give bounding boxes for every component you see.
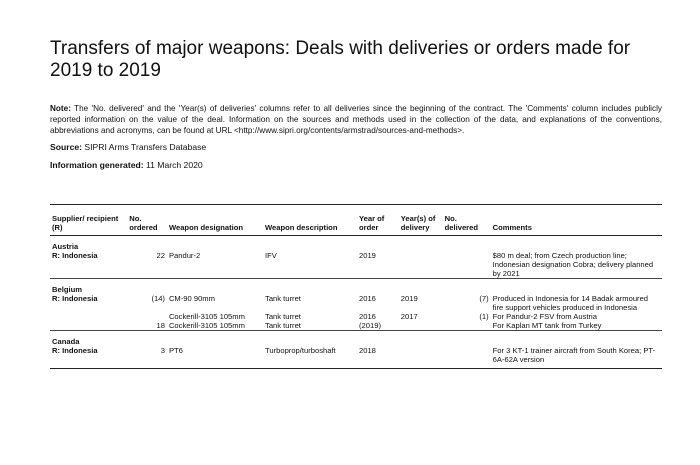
source-line (50, 142, 662, 152)
generated-value: 11 March 2020 (145, 160, 203, 170)
cell-weapon-description: Tank turret (265, 312, 301, 321)
cell-no-delivered (443, 251, 491, 279)
cell-year-of-delivery (399, 251, 443, 279)
cell-year-of-order: 2016 (359, 312, 376, 321)
cell-comments: For Kaplan MT tank from Turkey (492, 321, 602, 330)
note-text: The 'No. delivered' and the 'Year(s) of deliveries' columns refer to all deliveries since the beginning of the contract. The 'Comments' column includes publicly reported information on the value of the deal. Information on the sources and methods used in the collection of the data, and explanations of the conventions, abbreviations and acronyms, can be found at URL <http://www.sipri.org/contents/armstrad/sources-and-methods>. (50, 104, 662, 135)
header-comments: Comments (491, 205, 662, 236)
country-row (50, 331, 662, 347)
header-no-ordered: No. ordered (127, 205, 167, 236)
header-year-of-order: Year of order (357, 205, 399, 236)
cell-no-ordered (127, 312, 167, 321)
cell-weapon-designation: Cockerill-3105 105mm (168, 321, 245, 330)
country-name: Canada (50, 331, 662, 347)
table-row (50, 321, 662, 331)
transfers-table (50, 204, 662, 369)
cell-recipient (50, 312, 127, 321)
cell-weapon-designation: Pandur-2 (168, 251, 201, 260)
header-years-of-delivery: Year(s) of delivery (399, 205, 443, 236)
cell-comments: For 3 KT-1 trainer aircraft from South Korea; PT-6A-62A version (491, 346, 662, 369)
cell-year-of-delivery: 2017 (400, 312, 418, 321)
cell-recipient (50, 321, 127, 331)
cell-year-of-delivery: 2019 (400, 294, 418, 303)
header-supplier: Supplier/ recipient (R) (50, 205, 127, 236)
cell-weapon-description: Tank turret (265, 321, 301, 330)
table-row (50, 294, 662, 312)
country-row (50, 236, 662, 252)
cell-weapon-designation: Cockerill-3105 105mm (168, 312, 245, 321)
table-body (50, 236, 662, 369)
cell-no-delivered: (7) (479, 294, 489, 303)
cell-no-ordered: 18 (156, 321, 165, 330)
note-label: Note: (50, 104, 71, 113)
cell-no-ordered: 22 (156, 251, 165, 260)
cell-weapon-description: IFV (265, 251, 277, 260)
cell-recipient: R: Indonesia (52, 294, 98, 303)
cell-no-delivered: (1) (479, 312, 489, 321)
cell-comments: $80 m deal; from Czech production line; Indonesian designation Cobra; delivery planned by 2021 (492, 251, 654, 278)
cell-no-ordered: (14) (151, 294, 165, 303)
cell-no-ordered: 3 (127, 346, 167, 369)
cell-no-delivered (443, 321, 491, 331)
cell-comments: Produced in Indonesia for 14 Badak armoured fire support vehicles produced in Indonesia (492, 294, 649, 312)
header-weapon-designation: Weapon designation (167, 205, 263, 236)
page-title: Transfers of major weapons: Deals with deliveries or orders made for 2019 to 2019 (50, 38, 631, 81)
country-name: Belgium (50, 279, 662, 295)
table-row (50, 251, 662, 279)
cell-comments: For Pandur-2 FSV from Austria (492, 312, 597, 321)
cell-year-of-order: (2019) (359, 321, 381, 330)
generated-label: Information generated: (50, 160, 144, 170)
table-header-row (50, 205, 662, 236)
table-row (50, 346, 662, 369)
source-label: Source: (50, 142, 82, 152)
cell-weapon-designation: PT6 (167, 346, 263, 369)
country-row (50, 279, 662, 295)
document-page (50, 38, 662, 170)
cell-year-of-order: 2016 (359, 294, 376, 303)
cell-year-of-order: 2019 (359, 251, 376, 260)
cell-year-of-order: 2018 (357, 346, 399, 369)
cell-weapon-description: Tank turret (265, 294, 301, 303)
header-weapon-description: Weapon description (263, 205, 357, 236)
cell-year-of-delivery (399, 321, 443, 331)
cell-recipient: R: Indonesia (50, 346, 127, 369)
country-name: Austria (52, 242, 79, 251)
cell-weapon-designation: CM-90 90mm (168, 294, 215, 303)
generated-line (50, 160, 662, 170)
source-value: SIPRI Arms Transfers Database (84, 142, 207, 152)
note-paragraph (50, 103, 662, 136)
cell-year-of-delivery (399, 346, 443, 369)
header-no-delivered: No. delivered (443, 205, 491, 236)
cell-recipient: R: Indonesia (52, 251, 98, 260)
table-row (50, 312, 662, 321)
cell-weapon-description: Turboprop/turboshaft (263, 346, 357, 369)
cell-no-delivered (443, 346, 491, 369)
